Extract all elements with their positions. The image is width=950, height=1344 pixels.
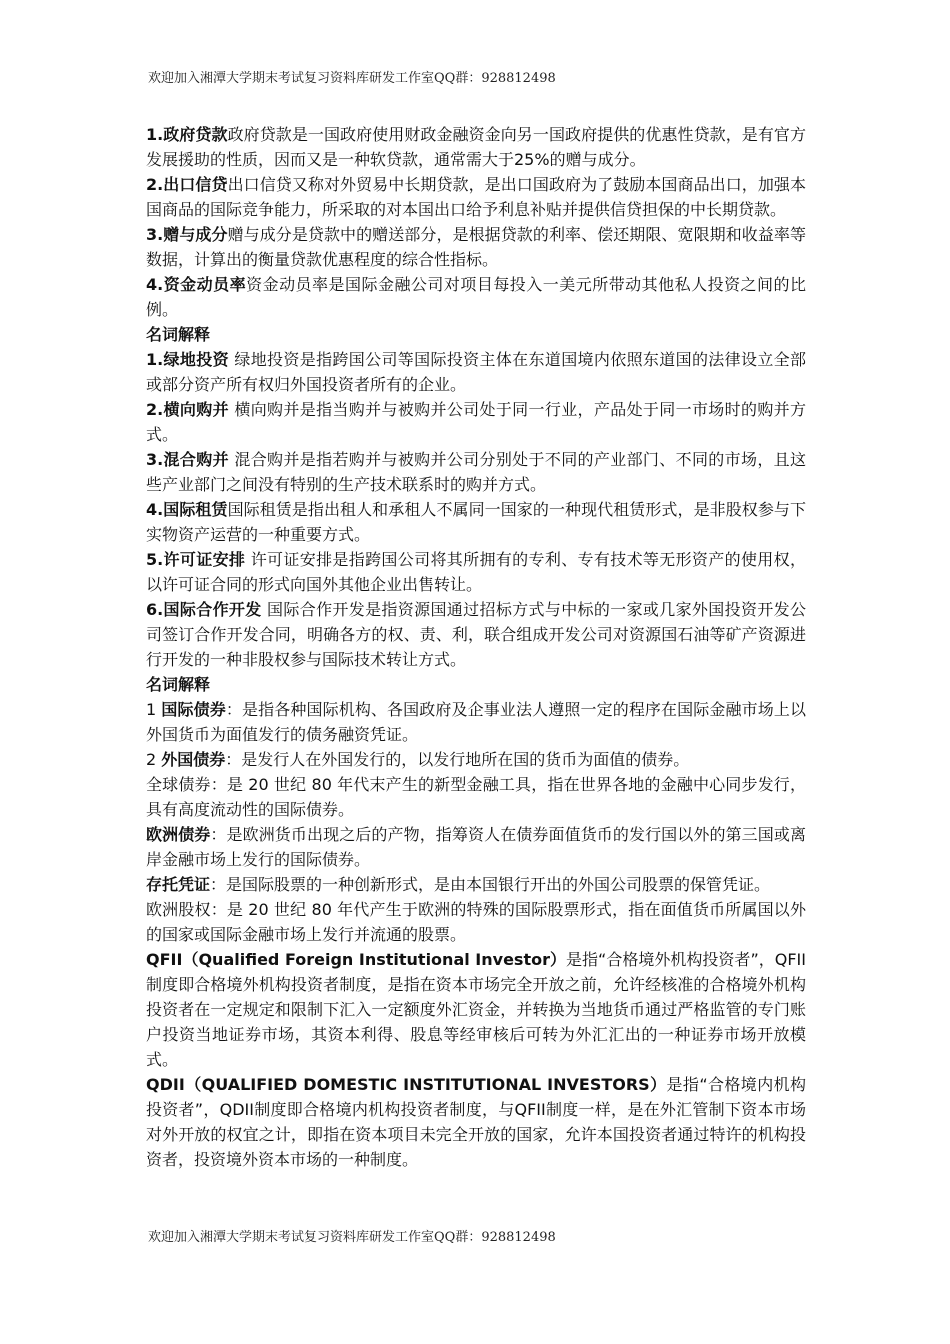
- term-label: 2.横向购并: [146, 400, 229, 419]
- definition-text: 全球债券：是 20 世纪 80 年代末产生的新型金融工具，指在世界各地的金融中心同步发行，具有高度流动性的国际债券。: [146, 775, 806, 819]
- definition-text: 资金动员率是国际金融公司对项目每投入一美元所带动其他私人投资之间的比例。: [146, 275, 806, 319]
- definition-paragraph: [146, 772, 806, 822]
- term-label: 5.许可证安排: [146, 550, 246, 569]
- item-number: 1: [146, 700, 162, 719]
- definition-text: 是指“合格境内机构投资者”，QDII制度即合格境内机构投资者制度，与QFII制度一样，是在外汇管制下资本市场对外开放的权宜之计，即指在资本项目未完全开放的国家，允许本国投资者通过特许的机构投资者，投资境外资本市场的一种制度。: [146, 1075, 806, 1169]
- definition-text: 欧洲股权：是 20 世纪 80 年代产生于欧洲的特殊的国际股票形式，指在面值货币所属国以外的国家或国际金融市场上发行并流通的股票。: [146, 900, 806, 944]
- definition-text: 混合购并是指若购并与被购并公司分别处于不同的产业部门、不同的市场，且这些产业部门之间没有特别的生产技术联系时的购并方式。: [146, 450, 807, 494]
- definition-paragraph: [146, 897, 806, 947]
- definition-paragraph: [146, 747, 806, 772]
- definition-paragraph: [146, 947, 806, 1072]
- section-heading: 名词解释: [146, 675, 211, 694]
- definition-text: ：是国际股票的一种创新形式，是由本国银行开出的外国公司股票的保管凭证。: [210, 875, 771, 894]
- definition-text: 绿地投资是指跨国公司等国际投资主体在东道国境内依照东道国的法律设立全部或部分资产所有权归外国投资者所有的企业。: [146, 350, 807, 394]
- term-label: QFII（Qualified Foreign Institutional Investor）: [146, 950, 567, 969]
- definition-text: 出口信贷又称对外贸易中长期贷款，是出口国政府为了鼓励本国商品出口，加强本国商品的国际竞争能力，所采取的对本国出口给予利息补贴并提供信贷担保的中长期贷款。: [146, 175, 806, 219]
- definition-paragraph: [146, 122, 806, 172]
- definition-text: 国际合作开发是指资源国通过招标方式与中标的一家或几家外国投资开发公司签订合作开发合同，明确各方的权、责、利，联合组成开发公司对资源国石油等矿产资源进行开发的一种非股权参与国际技术转让方式。: [146, 600, 806, 669]
- definition-paragraph: [146, 172, 806, 222]
- document-body: [146, 122, 806, 1172]
- term-label: 存托凭证: [146, 875, 211, 894]
- definition-paragraph: [146, 272, 806, 322]
- definition-paragraph: [146, 497, 806, 547]
- page-header: 欢迎加入湘潭大学期末考试复习资料库研发工作室QQ群：928812498: [148, 71, 556, 86]
- section-investment: [146, 347, 806, 672]
- definition-paragraph: [146, 547, 806, 597]
- item-number: 2: [146, 750, 162, 769]
- definition-paragraph: [146, 397, 806, 447]
- term-label: 外国债券: [161, 750, 226, 769]
- definition-paragraph: [146, 872, 806, 897]
- definition-text: ：是指各种国际机构、各国政府及企事业法人遵照一定的程序在国际金融市场上以外国货币为面值发行的债务融资凭证。: [146, 700, 806, 744]
- term-label: QDII（QUALIFIED DOMESTIC INSTITUTIONAL INVESTORS）: [146, 1075, 667, 1094]
- term-label: 3.赠与成分: [146, 225, 228, 244]
- definition-paragraph: [146, 697, 806, 747]
- term-label: 国际债券: [161, 700, 226, 719]
- page-footer: 欢迎加入湘潭大学期末考试复习资料库研发工作室QQ群：928812498: [148, 1230, 556, 1245]
- definition-text: 许可证安排是指跨国公司将其所拥有的专利、专有技术等无形资产的使用权，以许可证合同的形式向国外其他企业出售转让。: [146, 550, 806, 594]
- definition-paragraph: [146, 822, 806, 872]
- term-label: 1.政府贷款: [146, 125, 228, 144]
- term-label: 6.国际合作开发: [146, 600, 262, 619]
- term-label: 欧洲债券: [146, 825, 211, 844]
- definition-text: 是指“合格境外机构投资者”，QFII制度即合格境外机构投资者制度，是指在资本市场完全开放之前，允许经核准的合格境外机构投资者在一定规定和限制下汇入一定额度外汇资金，并转换为当地货币通过严格监管的专门账户投资当地证券市场，其资本利得、股息等经审核后可转为外汇汇出的一种证券市场开放模式。: [146, 950, 806, 1069]
- term-label: 1.绿地投资: [146, 350, 229, 369]
- definition-text: ：是欧洲货币出现之后的产物，指筹资人在债券面值货币的发行国以外的第三国或离岸金融市场上发行的国际债券。: [146, 825, 806, 869]
- section-heading: 名词解释: [146, 325, 211, 344]
- term-label: 4.国际租赁: [146, 500, 228, 519]
- definition-text: 横向购并是指当购并与被购并公司处于同一行业，产品处于同一市场时的购并方式。: [146, 400, 807, 444]
- section-loans: [146, 122, 806, 322]
- definition-paragraph: [146, 1072, 806, 1172]
- definition-paragraph: [146, 447, 806, 497]
- definition-text: 赠与成分是贷款中的赠送部分，是根据贷款的利率、偿还期限、宽限期和收益率等数据，计算出的衡量贷款优惠程度的综合性指标。: [146, 225, 806, 269]
- term-label: 3.混合购并: [146, 450, 229, 469]
- definition-text: ：是发行人在外国发行的，以发行地所在国的货币为面值的债券。: [225, 750, 690, 769]
- term-label: 2.出口信贷: [146, 175, 228, 194]
- section-bonds: [146, 697, 806, 1172]
- definition-text: 政府贷款是一国政府使用财政金融资金向另一国政府提供的优惠性贷款，是有官方发展援助的性质，因而又是一种软贷款，通常需大于25%的赠与成分。: [146, 125, 806, 169]
- definition-paragraph: [146, 347, 806, 397]
- definition-text: 国际租赁是指出租人和承租人不属同一国家的一种现代租赁形式，是非股权参与下实物资产运营的一种重要方式。: [146, 500, 806, 544]
- term-label: 4.资金动员率: [146, 275, 247, 294]
- definition-paragraph: [146, 597, 806, 672]
- definition-paragraph: [146, 222, 806, 272]
